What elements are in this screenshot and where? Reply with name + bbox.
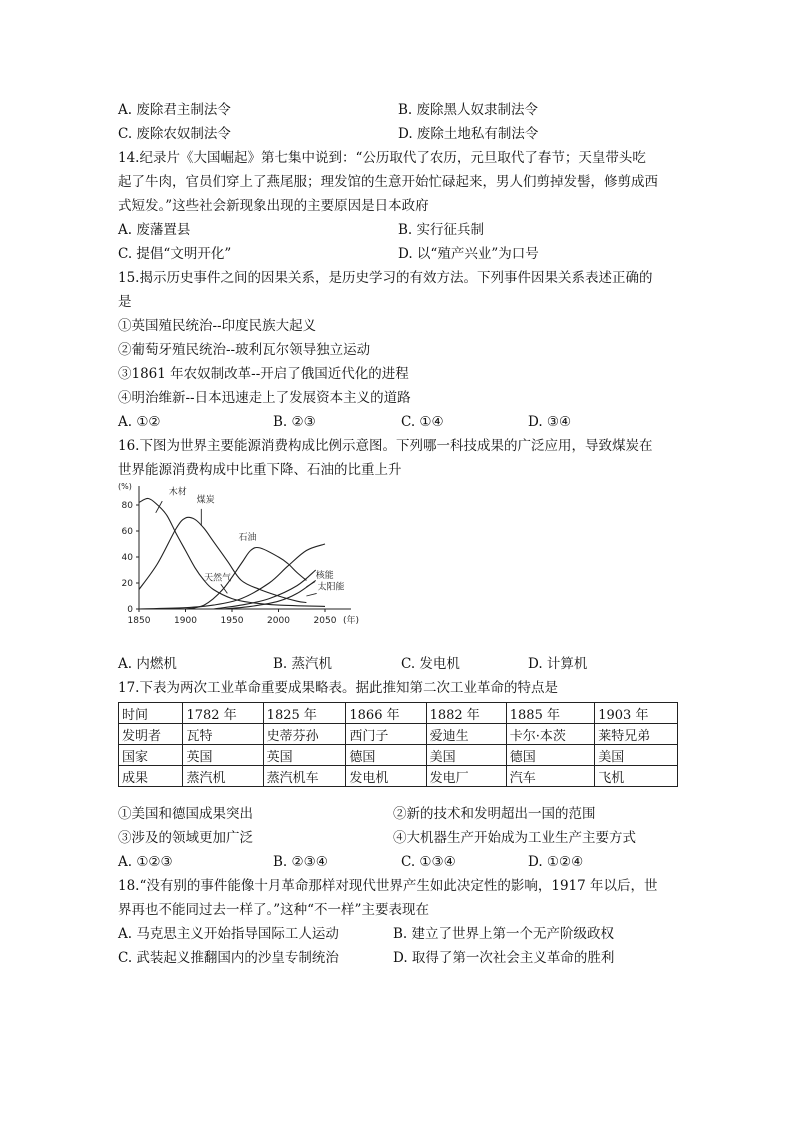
q17-items-row1: [118, 804, 678, 824]
x-axis-label: (年): [343, 616, 360, 626]
label-pointer: [156, 501, 163, 513]
q17-option-a[interactable]: A. ①②③: [118, 854, 173, 870]
table-cell: 瓦特: [183, 724, 263, 745]
x-tick-label: 1850: [127, 616, 151, 626]
table-cell: 英国: [183, 745, 263, 766]
q18-options-row1: [118, 924, 678, 944]
chart-series-group: [139, 498, 325, 609]
table-cell: 蒸汽机车: [263, 766, 346, 787]
label-pointer: [306, 582, 314, 587]
table-cell: 成果: [119, 766, 183, 787]
table-cell: 英国: [263, 745, 346, 766]
x-tick-label: 2050: [313, 616, 337, 626]
table-cell: 1903 年: [595, 703, 678, 724]
q14-options-row1: [118, 220, 678, 240]
q13-option-c[interactable]: C. 废除农奴制法令: [118, 126, 231, 142]
q14-option-c[interactable]: C. 提倡“文明开化”: [118, 246, 232, 262]
q13-options-row2: [118, 124, 678, 144]
table-cell: 美国: [426, 745, 506, 766]
q16-stem-line1: 16.下图为世界主要能源消费构成比例示意图。下列哪一科技成果的广泛应用，导致煤炭在: [118, 438, 653, 454]
q16-option-a[interactable]: A. 内燃机: [118, 656, 177, 672]
table-cell: 德国: [346, 745, 426, 766]
q13-option-a[interactable]: A. 废除君主制法令: [118, 102, 231, 118]
table-cell: 发电厂: [426, 766, 506, 787]
q14-stem-line1: 14.纪录片《大国崛起》第七集中说到：“公历取代了农历，元旦取代了春节；天皇带头吃: [118, 150, 646, 166]
q17-option-d[interactable]: D. ①②④: [528, 854, 584, 870]
table-cell: 德国: [506, 745, 594, 766]
q17-item-2: ②新的技术和发明超出一国的范围: [393, 806, 596, 822]
table-cell: 1882 年: [426, 703, 506, 724]
table-cell: 卡尔·本茨: [506, 724, 594, 745]
x-tick-label: 1950: [220, 616, 244, 626]
table-cell: 西门子: [346, 724, 426, 745]
series-name-label: 天然气: [204, 573, 232, 584]
table-cell: 1866 年: [346, 703, 426, 724]
q18-option-c[interactable]: C. 武装起义推翻国内的沙皇专制统治: [118, 950, 339, 966]
y-tick-label: 40: [121, 553, 133, 563]
y-tick-label: 60: [121, 527, 133, 537]
table-cell: 爱迪生: [426, 724, 506, 745]
series-name-label: 太阳能: [317, 582, 345, 593]
q15-stem-line1: 15.揭示历史事件之间的因果关系，是历史学习的有效方法。下列事件因果关系表述正确的: [118, 270, 653, 286]
q17-item-1: ①美国和德国成果突出: [118, 806, 253, 822]
table-cell: 时间: [119, 703, 183, 724]
table-cell: 发电机: [346, 766, 426, 787]
y-tick-label: 20: [121, 579, 133, 589]
y-tick-label: 80: [121, 501, 133, 511]
chart-axes: [118, 482, 359, 626]
q15-options: [118, 412, 678, 432]
table-cell: 莱特兄弟: [595, 724, 678, 745]
q17-option-c[interactable]: C. ①③④: [401, 854, 456, 870]
q13-option-d[interactable]: D. 废除土地私有制法令: [398, 126, 539, 142]
x-tick-label: 2000: [267, 616, 290, 626]
q15-option-a[interactable]: A. ①②: [118, 414, 161, 430]
q17-stem: 17.下表为两次工业革命重要成果略表。据此推知第二次工业革命的特点是: [118, 680, 558, 696]
series-name-label: 煤炭: [196, 495, 215, 506]
table-cell: 飞机: [595, 766, 678, 787]
q15-item-4: ④明治维新--日本迅速走上了发展资本主义的道路: [118, 390, 411, 406]
q14-stem-line3: 式短发。”这些社会新现象出现的主要原因是日本政府: [118, 198, 429, 214]
table-cell: 蒸汽机: [183, 766, 263, 787]
y-tick-label: 0: [127, 605, 133, 615]
q18-stem-line1: 18.“没有别的事件能像十月革命那样对现代世界产生如此决定性的影响，1917 年以后，世: [118, 878, 658, 894]
label-pointer: [306, 593, 316, 596]
q16-stem-line2: 世界能源消费构成中比重下降、石油的比重上升: [118, 462, 402, 478]
q15-option-c[interactable]: C. ①④: [401, 414, 444, 430]
q13-option-b[interactable]: B. 废除黑人奴隶制法令: [398, 102, 539, 118]
q14-option-a[interactable]: A. 废藩置县: [118, 222, 191, 238]
table-row: [119, 724, 678, 745]
x-tick-label: 1900: [174, 616, 197, 626]
q15-item-1: ①英国殖民统治--印度民族大起义: [118, 318, 317, 334]
q18-options-row2: [118, 948, 678, 968]
q17-items-row2: [118, 828, 678, 848]
industrial-revolution-table: [118, 702, 678, 787]
chart-series-labels: [156, 486, 345, 596]
q14-option-d[interactable]: D. 以“殖产兴业”为口号: [398, 246, 539, 262]
q15-stem-line2: 是: [118, 294, 132, 310]
q16-option-d[interactable]: D. 计算机: [528, 656, 588, 672]
series-name-label: 木材: [168, 487, 187, 498]
q13-options-row1: [118, 100, 678, 120]
q15-item-3: ③1861 年农奴制改革--开启了俄国近代化的进程: [118, 366, 409, 382]
q16-options: [118, 654, 678, 674]
q17-item-4: ④大机器生产开始成为工业生产主要方式: [393, 830, 636, 846]
q16-option-c[interactable]: C. 发电机: [401, 656, 460, 672]
table-cell: 国家: [119, 745, 183, 766]
q17-options: [118, 852, 678, 872]
table-cell: 美国: [595, 745, 678, 766]
table-cell: 史蒂芬孙: [263, 724, 346, 745]
q15-item-2: ②葡萄牙殖民统治--玻利瓦尔领导独立运动: [118, 342, 371, 358]
q14-options-row2: [118, 244, 678, 264]
series-name-label: 核能: [315, 570, 334, 581]
q18-option-a[interactable]: A. 马克思主义开始指导国际工人运动: [118, 926, 339, 942]
table-cell: 1782 年: [183, 703, 263, 724]
energy-consumption-chart: [113, 480, 403, 632]
table-row: [119, 745, 678, 766]
q18-option-d[interactable]: D. 取得了第一次社会主义革命的胜利: [393, 950, 615, 966]
table-row: [119, 766, 678, 787]
table-row: [119, 703, 678, 724]
y-axis-label: (%): [118, 482, 132, 491]
q16-option-b[interactable]: B. 蒸汽机: [273, 656, 333, 672]
q14-stem-line2: 起了牛肉，官员们穿上了燕尾服；理发馆的生意开始忙碌起来，男人们剪掉发髻，修剪成西: [118, 174, 658, 190]
q15-option-b[interactable]: B. ②③: [273, 414, 316, 430]
table-cell: 1825 年: [263, 703, 346, 724]
table-cell: 发明者: [119, 724, 183, 745]
series-line-0: [139, 498, 325, 606]
table-cell: 1885 年: [506, 703, 594, 724]
q17-item-3: ③涉及的领域更加广泛: [118, 830, 253, 846]
q14-option-b[interactable]: B. 实行征兵制: [398, 222, 485, 238]
q18-stem-line2: 界再也不能同过去一样了。”这种“不一样”主要表现在: [118, 902, 429, 918]
table-cell: 汽车: [506, 766, 594, 787]
series-name-label: 石油: [238, 533, 257, 544]
q15-option-d[interactable]: D. ③④: [528, 414, 572, 430]
q18-option-b[interactable]: B. 建立了世界上第一个无产阶级政权: [393, 926, 615, 942]
q17-option-b[interactable]: B. ②③④: [273, 854, 328, 870]
